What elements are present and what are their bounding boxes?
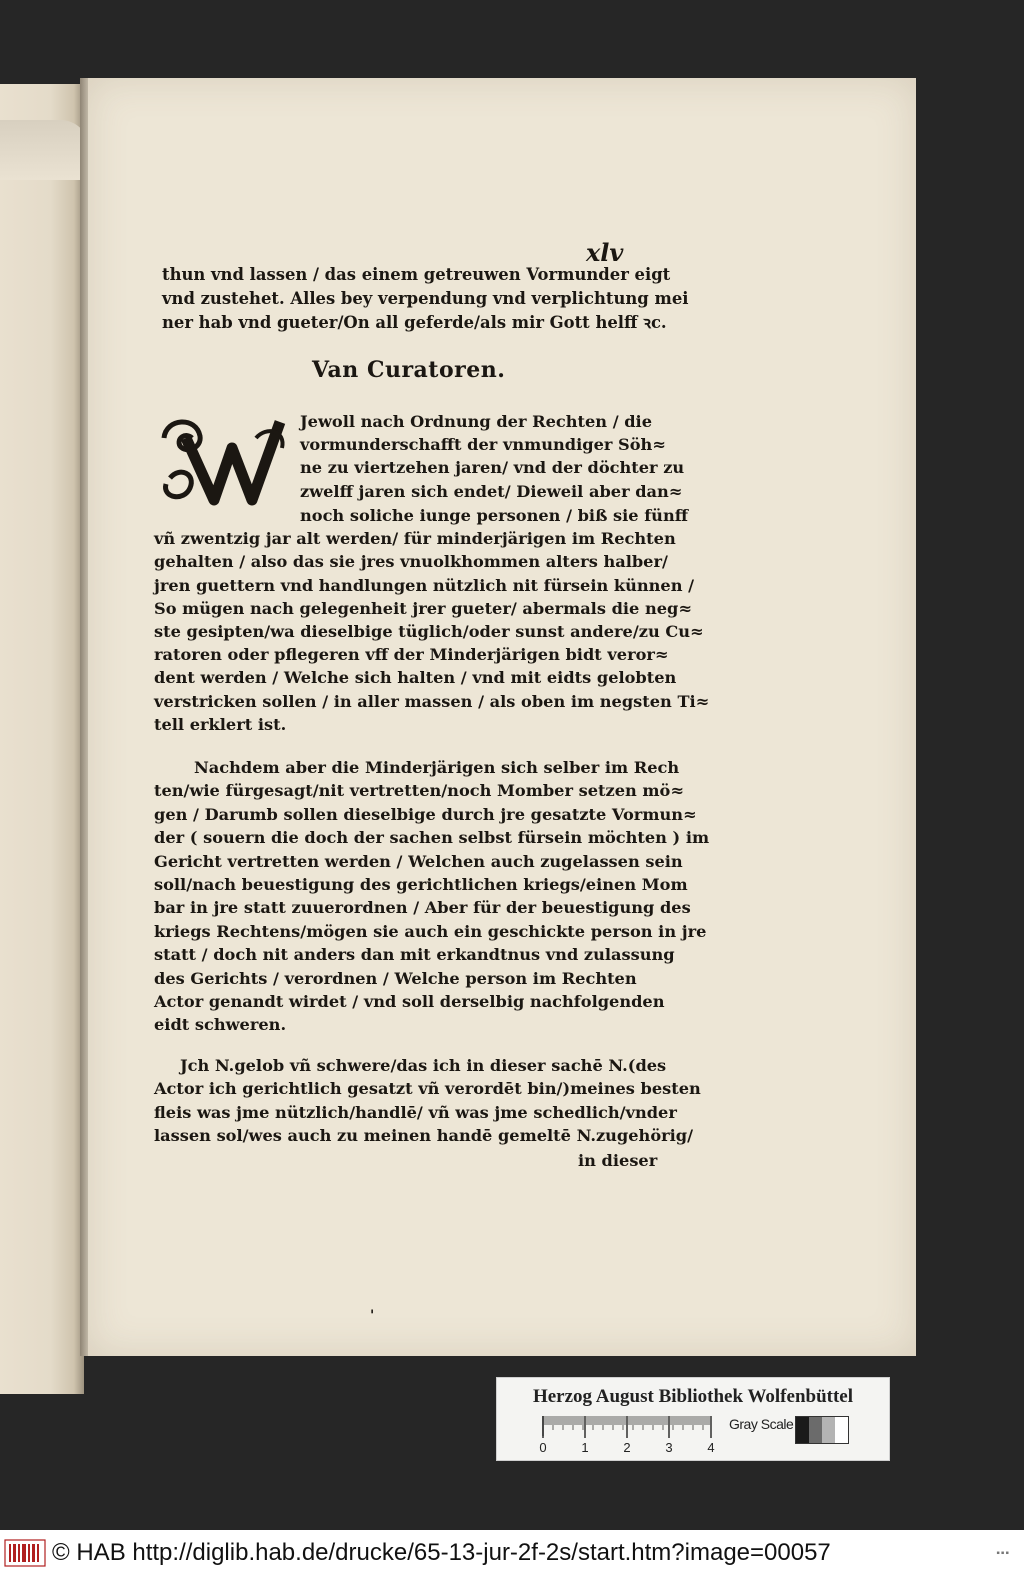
text-line: dent werden / Welche sich halten / vnd mit eidts gelobten	[154, 668, 677, 688]
swatch	[822, 1417, 835, 1443]
text-line: Jch N.gelob vñ schwere/das ich in dieser sachē N.(des	[180, 1056, 667, 1075]
text-line: Actor genandt wirdet / vnd soll derselbig nachfolgenden	[154, 992, 665, 1012]
text-line: der ( souern die doch der sachen selbst fürsein möchten ) im	[154, 828, 710, 848]
text-line: vormunderschafft der vnmundiger Söh≈	[300, 435, 666, 455]
svg-text:W: W	[226, 466, 241, 482]
text-line: eidt schweren.	[154, 1015, 287, 1035]
text-line: bar in jre statt zuuerordnen / Aber für der beuestigung des	[154, 898, 691, 918]
swatch	[809, 1417, 822, 1443]
scale-ruler	[539, 1414, 723, 1456]
text-line: ner hab vnd gueter/On all geferde/als mir Gott helff ꝛc.	[162, 313, 667, 332]
facing-page	[0, 84, 84, 1394]
text-line: des Gerichts / verordnen / Welche person im Rechten	[154, 968, 637, 988]
scale-number: 1	[581, 1440, 589, 1455]
scale-number: 2	[623, 1440, 631, 1455]
text-line: thun vnd lassen / das einem getreuwen Vormunder eigt	[162, 265, 671, 284]
text-line: Gericht vertretten werden / Welchen auch zugelassen sein	[154, 851, 683, 871]
gray-swatches	[795, 1416, 849, 1444]
scale-number: 4	[707, 1440, 715, 1455]
text-line: kriegs Rechtens/mögen sie auch ein geschickte person in jre	[154, 921, 707, 941]
more-icon[interactable]: ▪▪▪	[996, 1548, 1010, 1559]
page-stack-edge	[0, 120, 90, 180]
text-line: gen / Darumb sollen dieselbige durch jre gesatzte Vormun≈	[154, 804, 697, 824]
permalink-text[interactable]: © HAB http://diglib.hab.de/drucke/65-13-jur-2f-2s/start.htm?image=00057	[52, 1539, 831, 1566]
oath-paragraph	[154, 1054, 701, 1148]
text-line: vñ zwentzig jar alt werden/ für minderjärigen im Rechten	[154, 529, 676, 549]
library-color-card	[496, 1377, 890, 1461]
text-line: jren guettern vnd handlungen nützlich nit fürsein künnen /	[154, 575, 695, 595]
text-line: ste gesipten/wa dieselbige tüglich/oder sunst andere/zu Cu≈	[154, 622, 704, 642]
decorated-initial	[156, 408, 296, 508]
catchword: in dieser	[578, 1151, 658, 1170]
paragraph-intro	[300, 410, 684, 503]
paragraph-second	[154, 756, 709, 1037]
text-line: noch soliche iunge personen / biß sie fünff	[300, 506, 689, 525]
library-name: Herzog August Bibliothek Wolfenbüttel	[532, 1386, 854, 1407]
text-line: lassen sol/wes auch zu meinen handē gemeltē N.zugehörig/	[154, 1126, 694, 1146]
scale-number: 0	[539, 1440, 547, 1455]
scale-number: 3	[665, 1440, 673, 1455]
text-line: ten/wie fürgesagt/nit vertretten/noch Momber setzen mö≈	[154, 781, 684, 801]
text-line: Nachdem aber die Minderjärigen sich selber im Rech	[194, 758, 680, 777]
swatch	[835, 1417, 848, 1443]
hab-logo-icon	[4, 1538, 46, 1568]
swatch	[796, 1417, 809, 1443]
footer-bar	[0, 1530, 1024, 1576]
text-line: vnd zustehet. Alles bey verpendung vnd verplichtung mei	[162, 289, 689, 308]
folio-number: xlv	[586, 238, 624, 267]
text-line: Jewoll nach Ordnung der Rechten / die	[300, 412, 653, 431]
text-line: verstricken sollen / in aller massen / als oben im negsten Ti≈	[154, 691, 710, 711]
text-line: tell erklert ist.	[154, 714, 287, 734]
text-line: Actor ich gerichtlich gesatzt vñ verordēt bin/)meines besten	[154, 1079, 701, 1099]
continued-text	[162, 263, 689, 335]
paragraph-body	[154, 504, 709, 736]
text-line: statt / doch nit anders dan mit erkandtnus vnd zulassung	[154, 945, 675, 965]
text-line: soll/nach beuestigung des gerichtlichen kriegs/einen Mom	[154, 875, 688, 895]
text-line: ratoren oder pflegeren vff der Minderjärigen bidt veror≈	[154, 645, 669, 665]
text-line: fleis was jme nützlich/handlē/ vñ was jme schedlich/vnder	[154, 1102, 677, 1122]
text-line: So mügen nach gelegenheit jrer gueter/ abermals die neg≈	[154, 598, 692, 618]
text-line: ne zu viertzehen jaren/ vnd der döchter zu	[300, 458, 685, 478]
gray-scale-label: Gray Scale	[729, 1416, 794, 1432]
text-line: gehalten / also das sie jres vnuolkhommen alters halber/	[154, 552, 668, 572]
text-line: zwelff jaren sich endet/ Dieweil aber dan≈	[300, 481, 683, 501]
section-heading: Van Curatoren.	[312, 357, 506, 383]
ink-mark: '	[370, 1308, 375, 1324]
